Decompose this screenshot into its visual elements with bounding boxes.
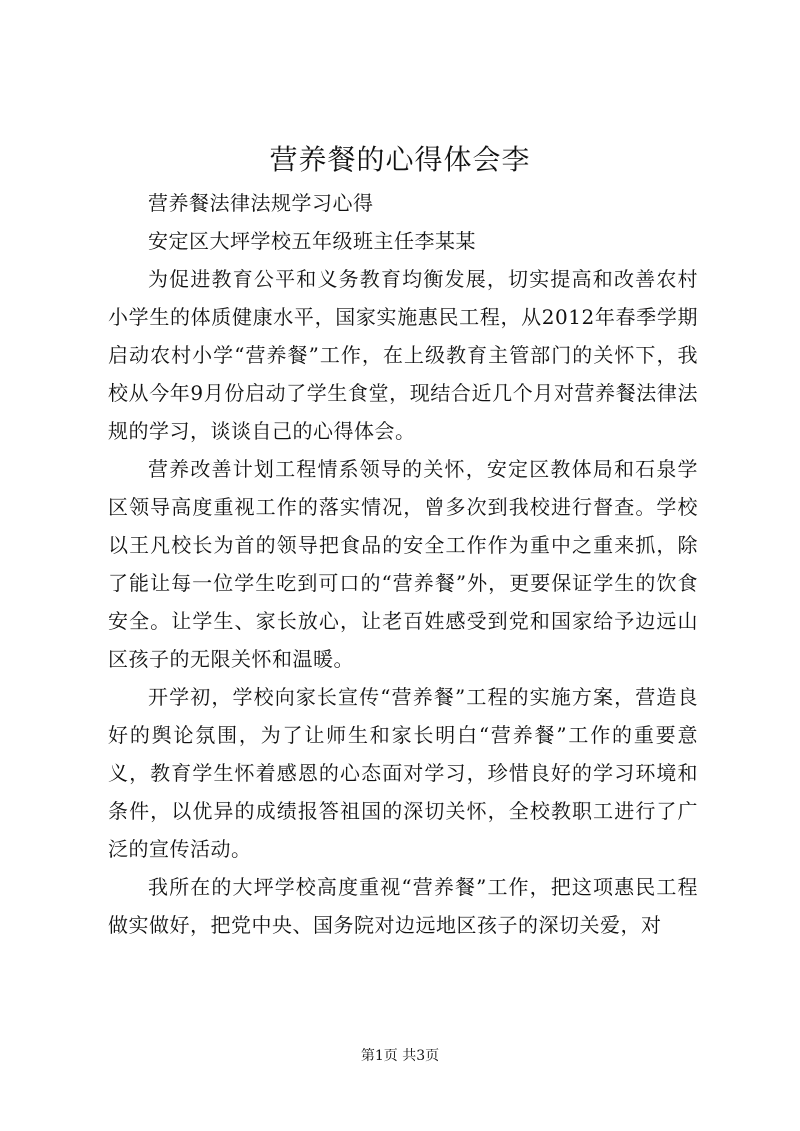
- subtitle-line: 营养餐法律法规学习心得: [148, 191, 374, 215]
- paragraph-2: 营养改善计划工程情系领导的关怀，安定区教体局和石泉学区领导高度重视工作的落实情况，曾多次到我校进行督查。学校以王凡校长为首的领导把食品的安全工作作为重中之重来抓，除了能让每一位学生吃到可口的“营养餐”外，更要保证学生的饮食安全。让学生、家长放心，让老百姓感受到党和国家给予边远山区孩子的无限关怀和温暖。: [108, 457, 698, 671]
- paragraph-3: 开学初，学校向家长宣传“营养餐”工程的实施方案，营造良好的舆论氛围，为了让师生和家长明白“营养餐”工作的重要意义，教育学生怀着感恩的心态面对学习，珍惜良好的学习环境和条件，以优异的成绩报答祖国的深切关怀，全校教职工进行了广泛的宣传活动。: [108, 685, 698, 861]
- page-number-label: 第1页 共3页: [360, 1048, 440, 1064]
- page-footer: [0, 1046, 800, 1066]
- document-body: [108, 184, 698, 944]
- author-line: 安定区大坪学校五年级班主任李某某: [148, 229, 476, 253]
- paragraph-1: 为促进教育公平和义务教育均衡发展，切实提高和改善农村小学生的体质健康水平，国家实施惠民工程，从2012年春季学期启动农村小学“营养餐”工作，在上级教育主管部门的关怀下，我校从今年9月份启动了学生食堂，现结合近几个月对营养餐法律法规的学习，谈谈自己的心得体会。: [108, 267, 698, 443]
- paragraph-4: 我所在的大坪学校高度重视“营养餐”工作，把这项惠民工程做实做好，把党中央、国务院对边远地区孩子的深切关爱，对: [108, 875, 698, 937]
- document-title: 营养餐的心得体会李: [269, 143, 531, 176]
